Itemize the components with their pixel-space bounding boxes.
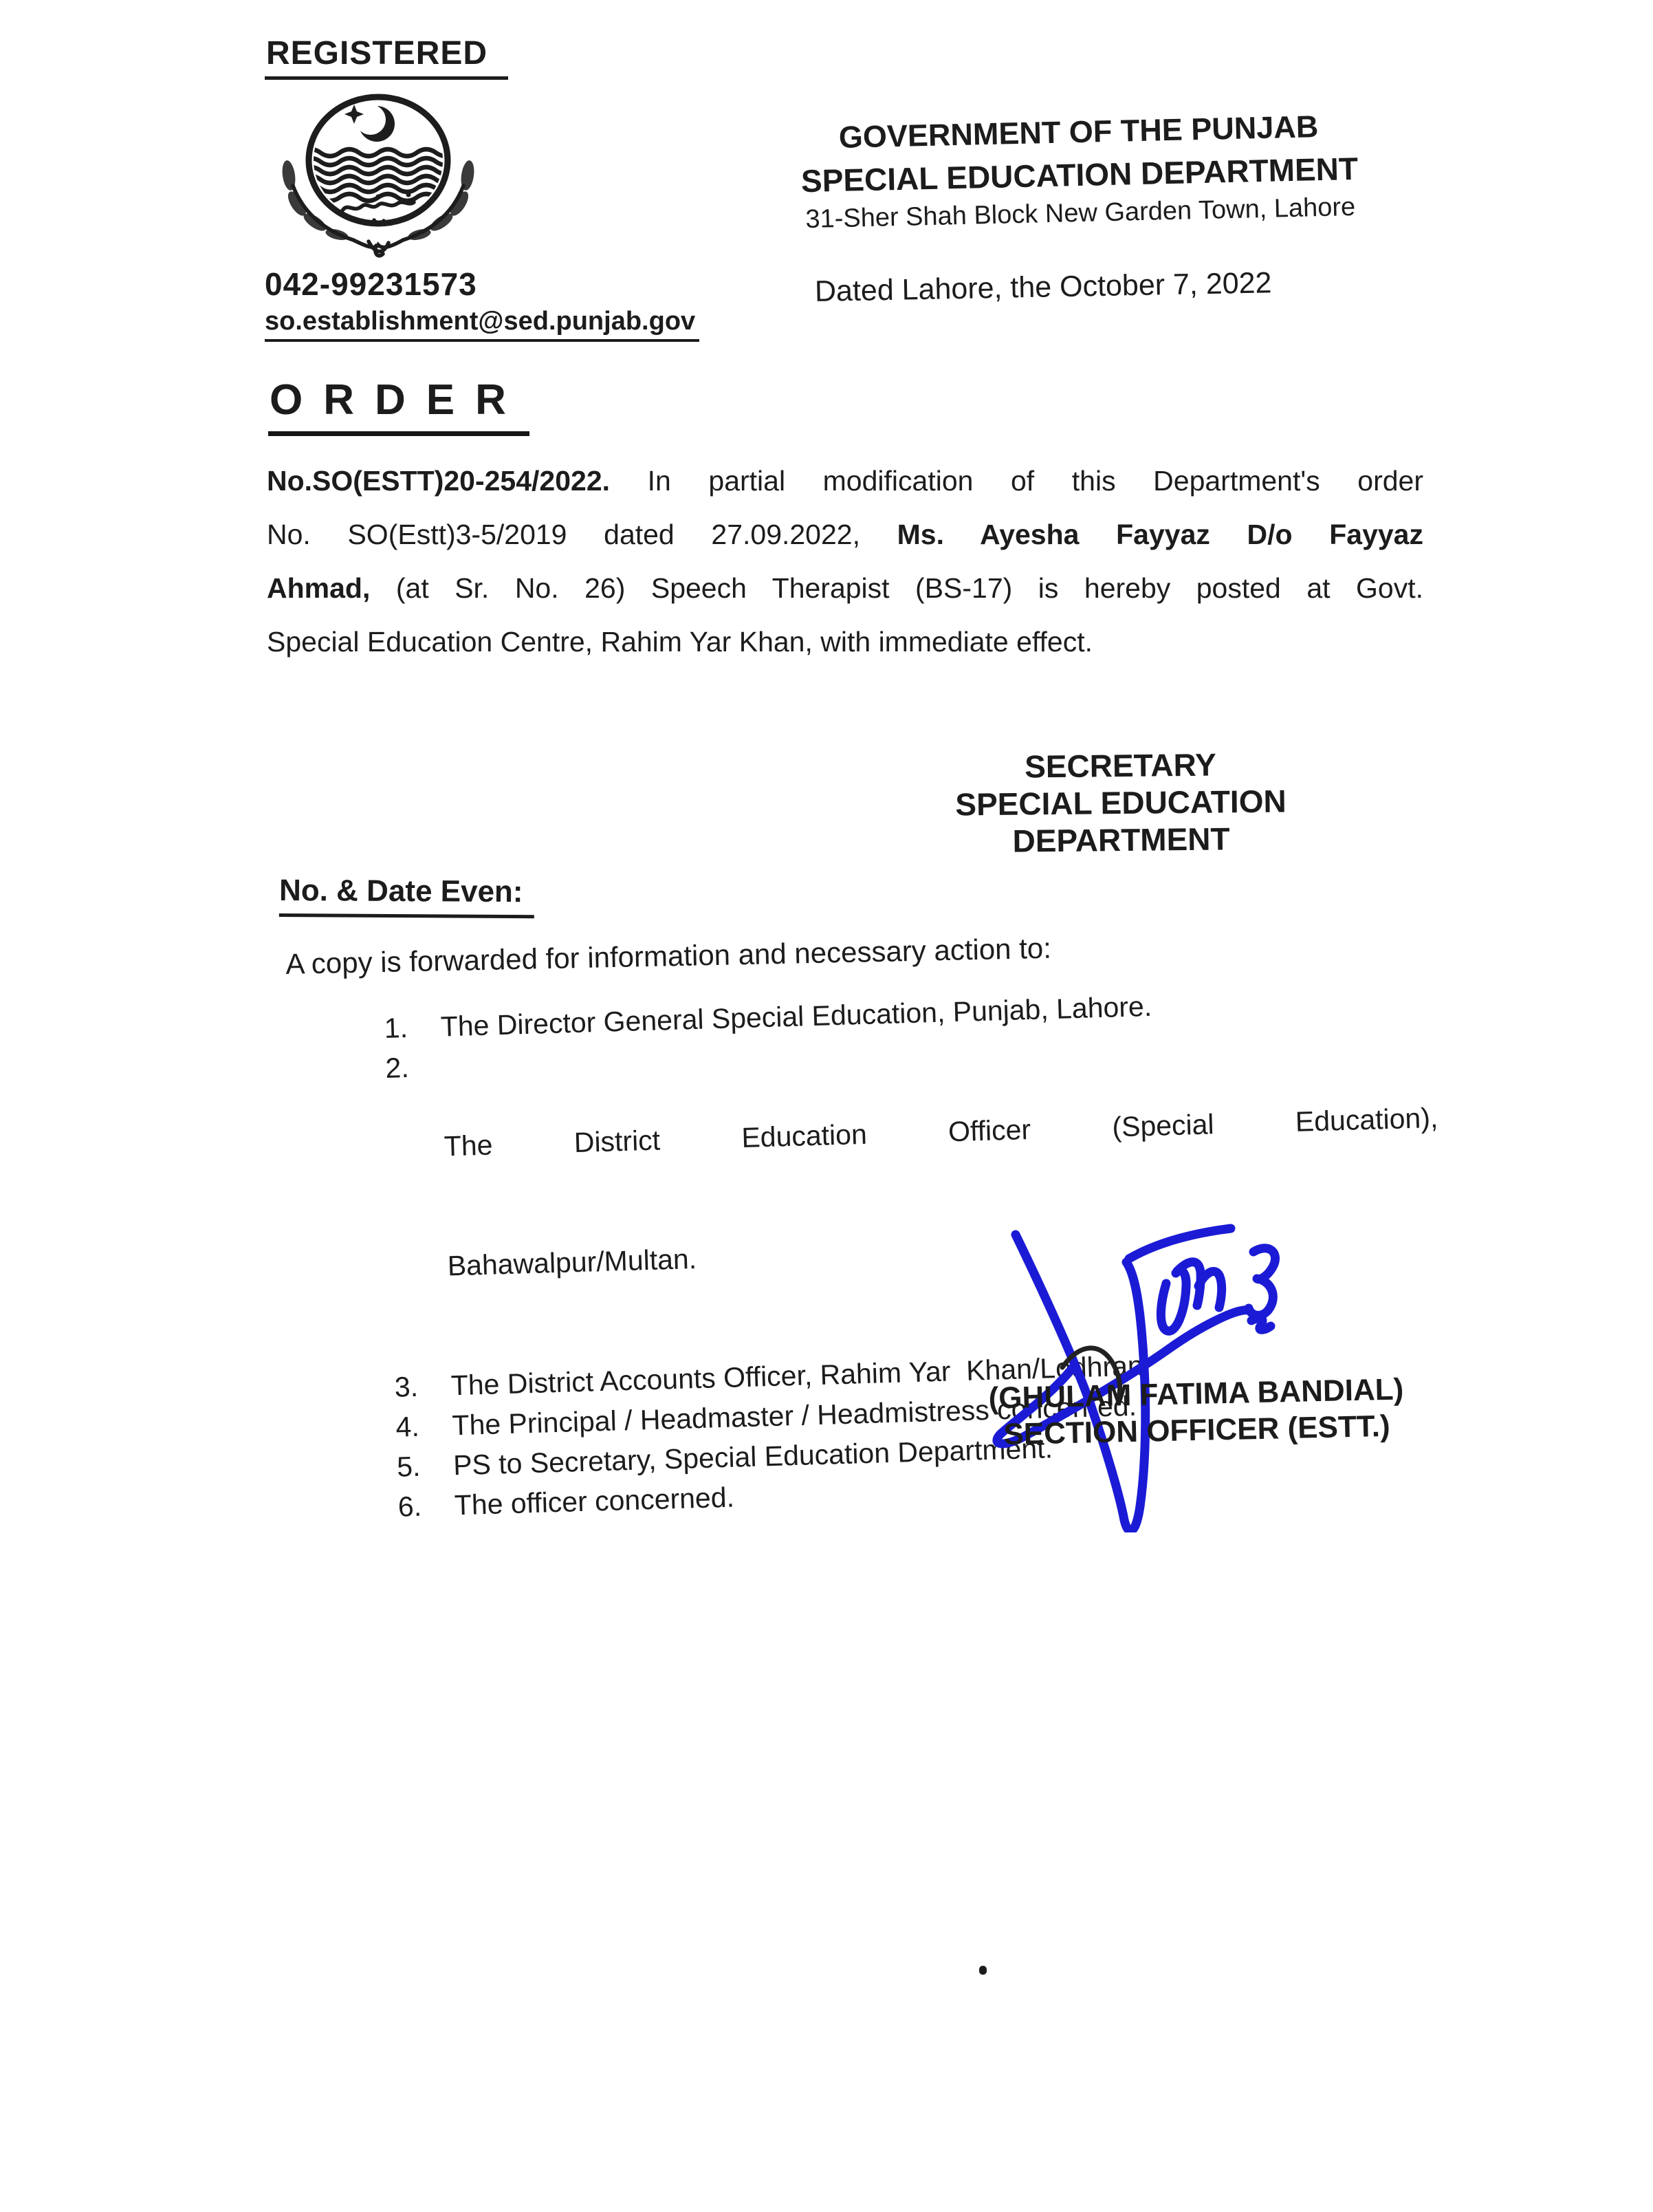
signatory-title: SECTION OFFICER (ESTT.) <box>1003 1409 1391 1452</box>
order-paragraph-line-3 <box>267 561 1423 615</box>
order-paragraph-text: No. SO(Estt)3-5/2019 dated 27.09.2022, <box>267 519 860 550</box>
order-paragraph <box>267 454 1423 669</box>
list-item-text: PS to Secretary, Special Education Department. <box>452 1432 1053 1482</box>
registered-stamp: REGISTERED <box>265 34 508 80</box>
order-paragraph-line-4 <box>267 615 1423 669</box>
list-item-text: The District Accounts Officer, Rahim Yar Khan/Lodhran. <box>450 1349 1152 1402</box>
secretary-title: SECRETARY <box>1024 746 1216 785</box>
order-paragraph-text: (at Sr. No. 26) Speech Therapist (BS-17) is hereby posted at Govt. <box>395 572 1423 604</box>
letterhead <box>776 107 1383 235</box>
list-item-text: The Principal / Headmaster / Headmistress concerned. <box>451 1389 1137 1442</box>
order-paragraph-text: In partial modification of this Department's order <box>647 465 1423 497</box>
list-item-text-line-2: Bahawalpur/Multan. <box>447 1243 697 1282</box>
list-item-number: 4. <box>395 1410 420 1443</box>
secretary-department-line1: SPECIAL EDUCATION <box>955 783 1287 823</box>
order-paragraph-line-2 <box>267 508 1423 561</box>
signatory-block <box>962 1371 1431 1454</box>
email-address: so.establishment@sed.punjab.gov <box>265 307 699 342</box>
officer-name-continued: Ahmad, <box>267 572 371 604</box>
list-item-text: The Director General Special Education, Punjab, Lahore. <box>440 990 1152 1043</box>
list-item-number: 1. <box>384 1012 408 1044</box>
secretary-department-line2: DEPARTMENT <box>1012 821 1230 859</box>
forwarding-intro: A copy is forwarded for information and necessary action to: <box>285 931 1052 980</box>
order-paragraph-text: Special Education Centre, Rahim Yar Khan, with immediate effect. <box>267 626 1093 658</box>
list-item-text-line-1: The District Education Officer (Special Education), <box>444 1101 1438 1162</box>
government-line: GOVERNMENT OF THE PUNJAB <box>838 109 1319 155</box>
phone-number: 042-99231573 <box>265 266 477 302</box>
list-item-text: The officer concerned. <box>454 1481 735 1521</box>
order-reference-number: No.SO(ESTT)20-254/2022. <box>267 465 611 497</box>
punjab-government-crest-icon <box>274 89 480 265</box>
department-line: SPECIAL EDUCATION DEPARTMENT <box>800 150 1359 199</box>
reference-number-label: No. & Date Even: <box>279 874 534 918</box>
list-item-number: 3. <box>394 1370 419 1403</box>
scan-artifact-dot <box>979 1966 987 1975</box>
date-line: Dated Lahore, the October 7, 2022 <box>814 266 1272 308</box>
department-address: 31-Sher Shah Block New Garden Town, Lahore <box>804 192 1356 235</box>
list-item-number: 2. <box>384 1051 410 1084</box>
secretary-signature-block <box>928 745 1314 860</box>
officer-name: Ms. Ayesha Fayyaz D/o Fayyaz <box>897 519 1423 550</box>
list-item-number: 5. <box>396 1450 422 1483</box>
signatory-name: (GHULAM FATIMA BANDIAL) <box>988 1372 1404 1416</box>
list-item-number: 6. <box>397 1490 422 1523</box>
handwritten-signature-icon <box>961 1195 1346 1536</box>
order-paragraph-line-1 <box>267 454 1423 508</box>
order-title: ORDER <box>268 376 529 436</box>
